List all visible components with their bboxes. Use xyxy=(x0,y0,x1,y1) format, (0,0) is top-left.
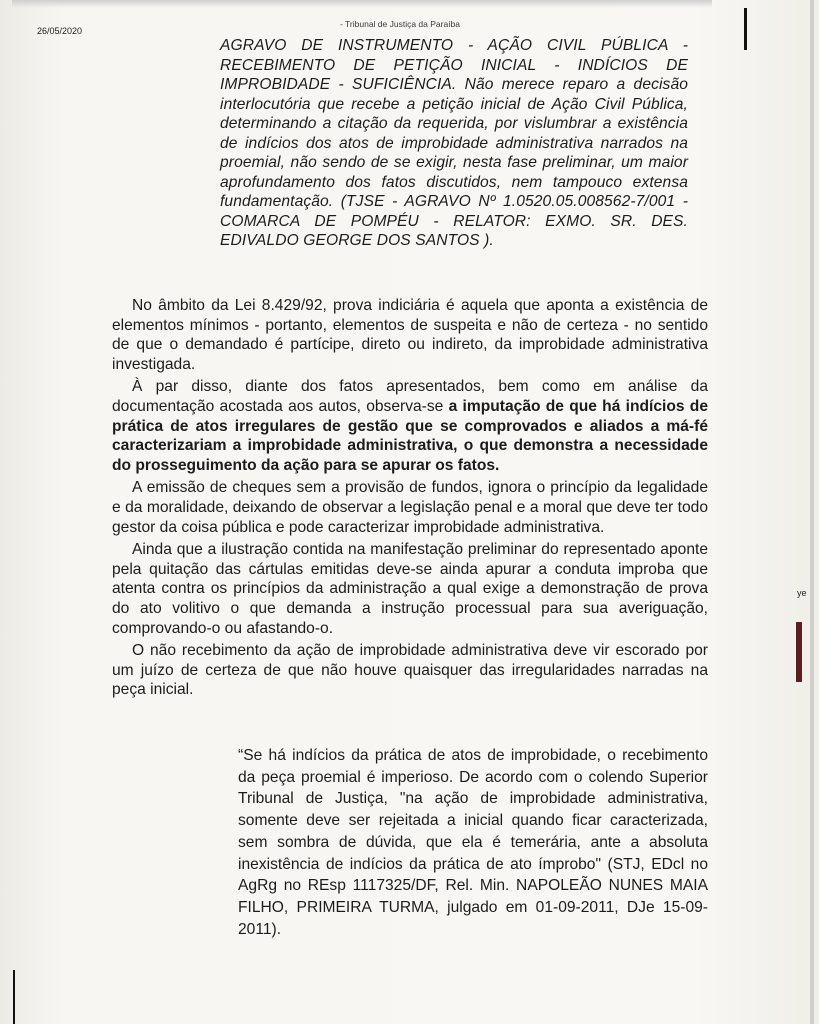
paragraph-2-start: À par disso, diante dos fatos apresentados, bem como em análise da documentação acostada aos autos, observa-se xyxy=(112,378,708,415)
ementa-block: AGRAVO DE INSTRUMENTO - AÇÃO CIVIL PÚBLICA - RECEBIMENTO DE PETIÇÃO INICIAL - INDÍCIOS DE IMPROBIDADE - SUFICIÊNCIA. Não merece reparo a decisão interlocutória que recebe a petição inicial de Ação Civil Pública, determinando a citação da requerida, por vislumbrar a existência de indícios dos atos de improbidade administrativa narrados na proemial, não sendo de se exigir, nesta fase preliminar, um maior aprofundamento dos fatos discutidos, nem tampouco extensa fundamentação. (TJSE - AGRAVO Nº 1.0520.05.008562-7/001 - COMARCA DE POMPÉU - RELATOR: EXMO. SR. DES. EDIVALDO GEORGE DOS SANTOS ). xyxy=(220,37,688,249)
body-text xyxy=(112,296,708,703)
scan-bottom-mark xyxy=(13,970,15,1024)
scan-edge-mark xyxy=(744,8,747,50)
quotation-text: “Se há indícios da prática de atos de improbidade, o recebimento da peça proemial é imperioso. De acordo com o colendo Superior Tribunal de Justiça, "na ação de improbidade administrativa, somente deve ser rejeitada a inicial quando ficar caracterizada, sem sombra de dúvida, que ela é temerária, ante a absoluta inexistência de indícios da prática de ato ímprobo" (STJ, EDcl no AgRg no REsp 1117325/DF, Rel. Min. NAPOLEÃO NUNES MAIA FILHO, PRIMEIRA TURMA, julgado em 01-09-2011, DJe 15-09-2011). xyxy=(238,747,708,938)
print-date: 26/05/2020 xyxy=(37,26,83,36)
paragraph-2-bold: a imputação de que há indícios de prática de atos irregulares de gestão que se comprovados e aliados a má-fé caracterizariam a improbidade administrativa, o que demonstra a necessidade do prosseguimento da ação para se apurar os fatos. xyxy=(112,397,709,474)
paragraph-1: No âmbito da Lei 8.429/92, prova indiciária é aquela que aponta a existência de elementos mínimos - portanto, elementos de suspeita e não de certeza - no sentido de que o demandado é partícipe, direto ou indireto, da improbidade administrativa investigada. xyxy=(112,297,708,373)
paragraph-4: Ainda que a ilustração contida na manifestação preliminar do representado aponte pela quitação das cártulas emitidas deve-se ainda apurar a conduta improba que atenta contra os princípios da administração a qual exige a demonstração de prova do ato volitivo o que demanda a instrução processual para sua averiguação, comprovando-o ou afastando-o. xyxy=(112,541,708,637)
edge-fragment: ye xyxy=(797,588,807,598)
quotation-block xyxy=(238,745,708,940)
paragraph-3: A emissão de cheques sem a provisão de fundos, ignora o princípio da legalidade e da moralidade, deixando de observar a legislação penal e a moral que deve ter todo gestor da coisa pública e pode caracterizar improbidade administrativa. xyxy=(112,479,708,536)
paragraph-2 xyxy=(112,377,708,475)
scan-right-edge xyxy=(810,0,814,1024)
scan-side-mark xyxy=(796,622,802,682)
paragraph-5: O não recebimento da ação de improbidade administrativa deve vir escorado por um juízo de certeza de que não houve quaisquer das irregularidades narradas na peça inicial. xyxy=(112,642,708,699)
court-header: - Tribunal de Justiça da Paraíba xyxy=(340,19,461,29)
scan-shadow xyxy=(12,0,712,8)
